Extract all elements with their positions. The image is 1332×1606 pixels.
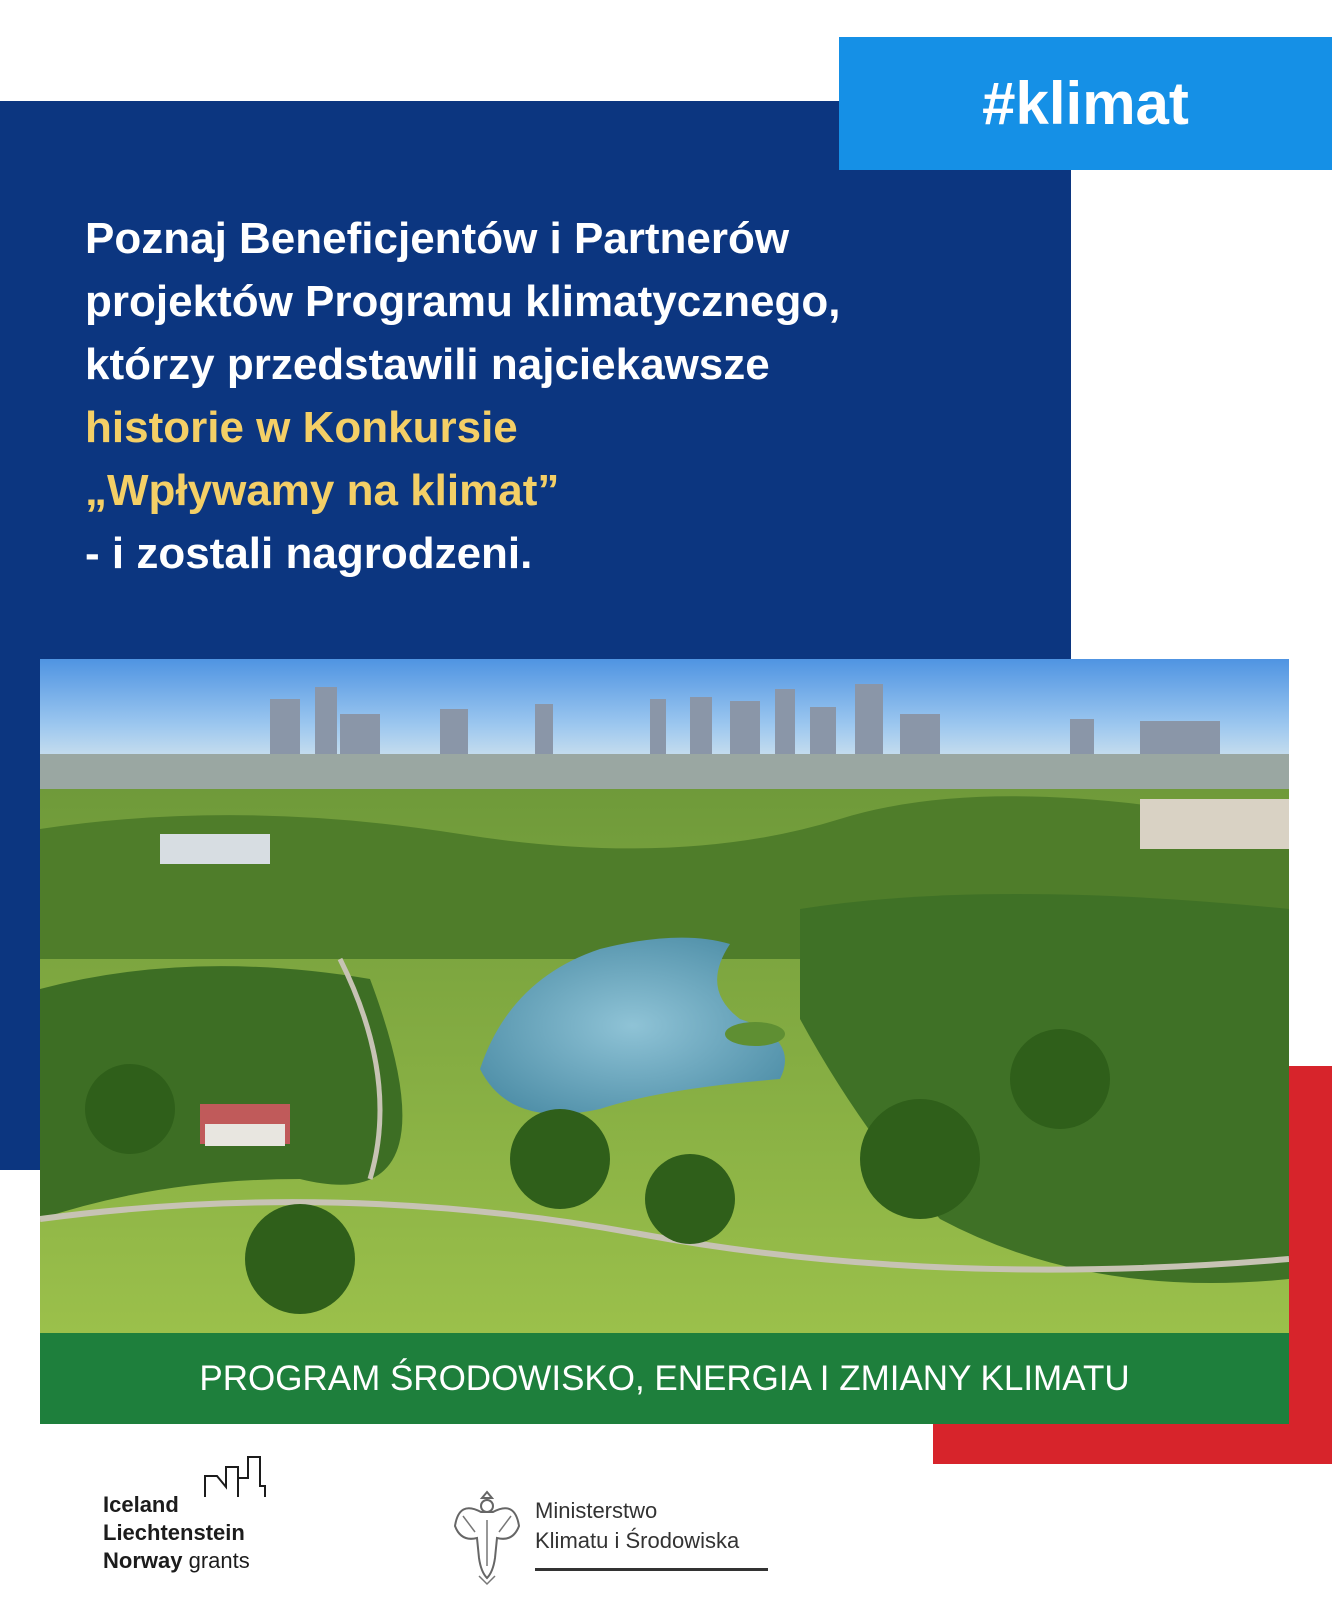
headline-line-1: Poznaj Beneficjentów i Partnerów bbox=[85, 214, 790, 263]
ministry-line-1: Ministerstwo bbox=[535, 1498, 658, 1523]
eea-norway-grants-logo bbox=[103, 1456, 293, 1573]
headline-highlight-2: „Wpływamy na klimat” bbox=[85, 466, 560, 515]
eea-norway-word: Norway bbox=[103, 1548, 183, 1573]
ministry-underline bbox=[535, 1568, 768, 1571]
headline-line-3: którzy przedstawili najciekawsze bbox=[85, 340, 770, 389]
polish-eagle-emblem-icon bbox=[451, 1486, 523, 1586]
park-aerial-photo bbox=[40, 659, 1289, 1333]
headline-line-2: projektów Programu klimatycznego, bbox=[85, 277, 841, 326]
headline-closing: - i zostali nagrodzeni. bbox=[85, 529, 533, 578]
hashtag-label: #klimat bbox=[839, 37, 1332, 170]
eea-grants-word: grants bbox=[182, 1548, 250, 1573]
eea-line-norway bbox=[103, 1548, 250, 1574]
eea-grants-logo-icon bbox=[204, 1456, 266, 1498]
program-banner: PROGRAM ŚRODOWISKO, ENERGIA I ZMIANY KLIMATU bbox=[40, 1333, 1289, 1424]
headline bbox=[85, 207, 1045, 585]
eea-line-iceland: Iceland bbox=[103, 1492, 179, 1517]
ministry-logo bbox=[451, 1486, 791, 1596]
ministry-line-2: Klimatu i Środowiska bbox=[535, 1528, 740, 1553]
eea-line-liechtenstein: Liechtenstein bbox=[103, 1520, 245, 1545]
headline-highlight-1: historie w Konkursie bbox=[85, 403, 518, 452]
